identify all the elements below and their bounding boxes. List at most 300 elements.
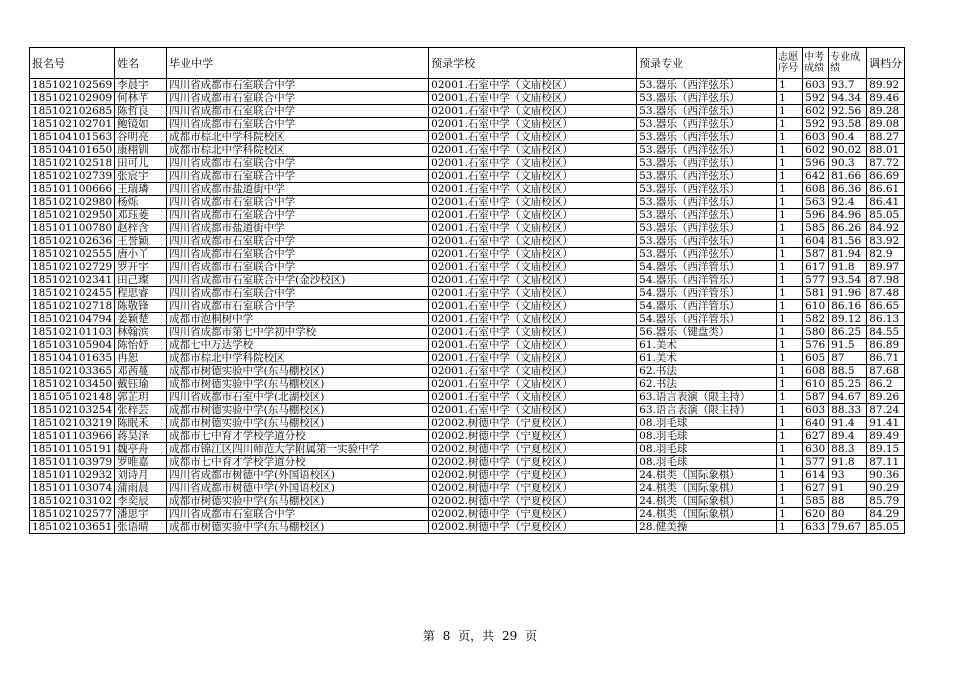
cell-reg-no: 185102103254 [30, 404, 115, 417]
cell-major: 63.语言表演（限主持） [637, 404, 777, 417]
cell-major-score: 88 [829, 495, 867, 508]
cell-major-score: 86.26 [829, 222, 867, 235]
cell-target-school: 02001.石室中学（文庙校区） [429, 209, 637, 222]
table-row [30, 196, 905, 209]
cell-choice: 1 [777, 157, 803, 170]
cell-choice: 1 [777, 170, 803, 183]
cell-reg-no: 185102102341 [30, 274, 115, 287]
cell-exam-score: 604 [803, 235, 829, 248]
cell-school: 四川省成都市石室联合中学 [167, 248, 429, 261]
header-row [30, 48, 905, 79]
cell-target-school: 02001.石室中学（文庙校区） [429, 157, 637, 170]
col-header-final-score: 调档分 [867, 48, 905, 79]
cell-major-score: 91.8 [829, 261, 867, 274]
cell-school: 成都市棕北中学科院校区 [167, 144, 429, 157]
table-row [30, 404, 905, 417]
table-row [30, 144, 905, 157]
cell-choice: 1 [777, 92, 803, 105]
cell-major-score: 90.4 [829, 131, 867, 144]
cell-target-school: 02002.树德中学（宁夏校区） [429, 495, 637, 508]
cell-final-score: 89.46 [867, 92, 905, 105]
cell-name: 郭芷玥 [115, 391, 167, 404]
cell-final-score: 87.72 [867, 157, 905, 170]
table-row [30, 508, 905, 521]
cell-exam-score: 602 [803, 105, 829, 118]
cell-choice: 1 [777, 248, 803, 261]
cell-reg-no: 185101102932 [30, 469, 115, 482]
cell-major-score: 91.96 [829, 287, 867, 300]
cell-major: 53.器乐（西洋弦乐） [637, 235, 777, 248]
cell-final-score: 84.55 [867, 326, 905, 339]
cell-name: 陈哲良 [115, 105, 167, 118]
cell-major-score: 94.67 [829, 391, 867, 404]
cell-reg-no: 185102102909 [30, 92, 115, 105]
cell-name: 张梓芸 [115, 404, 167, 417]
cell-target-school: 02001.石室中学（文庙校区） [429, 391, 637, 404]
cell-major-score: 89.4 [829, 430, 867, 443]
cell-major: 24.棋类（国际象棋） [637, 495, 777, 508]
table-row [30, 105, 905, 118]
table-row [30, 378, 905, 391]
cell-major: 54.器乐（西洋管乐） [637, 300, 777, 313]
cell-major-score: 93.54 [829, 274, 867, 287]
cell-school: 四川省成都市石室中学(北湖校区) [167, 391, 429, 404]
cell-reg-no: 185102102718 [30, 300, 115, 313]
cell-school: 成都市树德实验中学(东马棚校区) [167, 378, 429, 391]
table-row [30, 469, 905, 482]
cell-exam-score: 592 [803, 92, 829, 105]
table-row [30, 287, 905, 300]
cell-reg-no: 185101100780 [30, 222, 115, 235]
cell-major-score: 79.67 [829, 521, 867, 534]
cell-exam-score: 620 [803, 508, 829, 521]
cell-target-school: 02002.树德中学（宁夏校区） [429, 456, 637, 469]
cell-exam-score: 577 [803, 274, 829, 287]
cell-final-score: 82.9 [867, 248, 905, 261]
cell-exam-score: 642 [803, 170, 829, 183]
cell-reg-no: 185102102685 [30, 105, 115, 118]
cell-name: 谷明亮 [115, 131, 167, 144]
cell-reg-no: 185102102455 [30, 287, 115, 300]
cell-target-school: 02002.树德中学（宁夏校区） [429, 417, 637, 430]
cell-final-score: 87.24 [867, 404, 905, 417]
cell-reg-no: 185101103966 [30, 430, 115, 443]
cell-final-score: 90.29 [867, 482, 905, 495]
cell-choice: 1 [777, 209, 803, 222]
cell-target-school: 02001.石室中学（文庙校区） [429, 183, 637, 196]
col-header-major: 预录专业 [637, 48, 777, 79]
table-row [30, 79, 905, 92]
cell-name: 陈敬锋 [115, 300, 167, 313]
cell-final-score: 89.28 [867, 105, 905, 118]
table-row [30, 417, 905, 430]
cell-school: 四川省成都市盐道街中学 [167, 183, 429, 196]
table-row [30, 391, 905, 404]
cell-major-score: 91 [829, 482, 867, 495]
cell-major: 54.器乐（西洋管乐） [637, 287, 777, 300]
cell-school: 成都市七中育才学校学道分校 [167, 430, 429, 443]
cell-choice: 1 [777, 352, 803, 365]
cell-name: 冉恕 [115, 352, 167, 365]
cell-major: 54.器乐（西洋管乐） [637, 274, 777, 287]
cell-exam-score: 610 [803, 378, 829, 391]
cell-major: 54.器乐（西洋管乐） [637, 261, 777, 274]
cell-choice: 1 [777, 443, 803, 456]
cell-target-school: 02001.石室中学（文庙校区） [429, 196, 637, 209]
cell-reg-no: 185102103365 [30, 365, 115, 378]
cell-reg-no: 185102102701 [30, 118, 115, 131]
cell-choice: 1 [777, 131, 803, 144]
cell-final-score: 88.27 [867, 131, 905, 144]
cell-major-score: 92.56 [829, 105, 867, 118]
cell-choice: 1 [777, 183, 803, 196]
cell-exam-score: 577 [803, 456, 829, 469]
cell-final-score: 86.89 [867, 339, 905, 352]
cell-major: 24.棋类（国际象棋） [637, 482, 777, 495]
cell-exam-score: 596 [803, 157, 829, 170]
table-row [30, 430, 905, 443]
cell-reg-no: 185102103450 [30, 378, 115, 391]
cell-exam-score: 585 [803, 495, 829, 508]
cell-target-school: 02001.石室中学（文庙校区） [429, 170, 637, 183]
cell-target-school: 02001.石室中学（文庙校区） [429, 352, 637, 365]
footer-mid: 页，共 [458, 629, 495, 643]
cell-name: 刘诗月 [115, 469, 167, 482]
cell-target-school: 02001.石室中学（文庙校区） [429, 118, 637, 131]
cell-choice: 1 [777, 235, 803, 248]
cell-school: 四川省成都市第七中学初中学校 [167, 326, 429, 339]
cell-final-score: 87.48 [867, 287, 905, 300]
cell-major: 53.器乐（西洋弦乐） [637, 92, 777, 105]
cell-major-score: 88.3 [829, 443, 867, 456]
cell-target-school: 02002.树德中学（宁夏校区） [429, 469, 637, 482]
cell-choice: 1 [777, 469, 803, 482]
cell-name: 戴钰瑜 [115, 378, 167, 391]
cell-name: 蒋昊泽 [115, 430, 167, 443]
cell-major: 53.器乐（西洋弦乐） [637, 157, 777, 170]
cell-school: 成都七中万达学校 [167, 339, 429, 352]
cell-school: 成都市树德实验中学(东马棚校区) [167, 404, 429, 417]
cell-major: 53.器乐（西洋弦乐） [637, 248, 777, 261]
cell-final-score: 90.36 [867, 469, 905, 482]
cell-school: 四川省成都市石室联合中学 [167, 235, 429, 248]
cell-target-school: 02001.石室中学（文庙校区） [429, 105, 637, 118]
cell-choice: 1 [777, 326, 803, 339]
cell-target-school: 02002.树德中学（宁夏校区） [429, 443, 637, 456]
table-row [30, 300, 905, 313]
cell-final-score: 85.05 [867, 209, 905, 222]
cell-school: 四川省成都市石室联合中学 [167, 287, 429, 300]
cell-exam-score: 596 [803, 209, 829, 222]
table-row [30, 443, 905, 456]
cell-school: 成都市树德实验中学(东马棚校区) [167, 521, 429, 534]
cell-major: 61.美术 [637, 339, 777, 352]
cell-reg-no: 185102102950 [30, 209, 115, 222]
cell-school: 成都市树德实验中学(东马棚校区) [167, 495, 429, 508]
cell-major-score: 88.5 [829, 365, 867, 378]
cell-target-school: 02001.石室中学（文庙校区） [429, 248, 637, 261]
cell-major: 53.器乐（西洋弦乐） [637, 196, 777, 209]
cell-name: 陈眠禾 [115, 417, 167, 430]
cell-major-score: 90.02 [829, 144, 867, 157]
cell-major-score: 81.56 [829, 235, 867, 248]
cell-final-score: 89.49 [867, 430, 905, 443]
cell-name: 李晨宇 [115, 79, 167, 92]
cell-reg-no: 185102102739 [30, 170, 115, 183]
cell-exam-score: 585 [803, 222, 829, 235]
cell-reg-no: 185102102518 [30, 157, 115, 170]
cell-exam-score: 563 [803, 196, 829, 209]
cell-major: 53.器乐（西洋弦乐） [637, 144, 777, 157]
cell-name: 张语晴 [115, 521, 167, 534]
cell-exam-score: 602 [803, 144, 829, 157]
cell-major: 54.器乐（西洋管乐） [637, 313, 777, 326]
cell-reg-no: 185101103979 [30, 456, 115, 469]
cell-final-score: 84.92 [867, 222, 905, 235]
cell-major: 53.器乐（西洋弦乐） [637, 170, 777, 183]
table-row [30, 365, 905, 378]
cell-major: 53.器乐（西洋弦乐） [637, 222, 777, 235]
cell-target-school: 02001.石室中学（文庙校区） [429, 326, 637, 339]
cell-major: 08.羽毛球 [637, 417, 777, 430]
cell-exam-score: 587 [803, 248, 829, 261]
cell-major: 53.器乐（西洋弦乐） [637, 209, 777, 222]
table-row [30, 274, 905, 287]
cell-major-score: 89.12 [829, 313, 867, 326]
table-row [30, 326, 905, 339]
cell-reg-no: 185102102577 [30, 508, 115, 521]
cell-target-school: 02001.石室中学（文庙校区） [429, 92, 637, 105]
cell-major: 53.器乐（西洋弦乐） [637, 183, 777, 196]
footer-suffix: 页 [525, 629, 538, 643]
cell-target-school: 02001.石室中学（文庙校区） [429, 131, 637, 144]
cell-final-score: 91.41 [867, 417, 905, 430]
cell-exam-score: 610 [803, 300, 829, 313]
cell-major: 08.羽毛球 [637, 430, 777, 443]
cell-school: 四川省成都市盐道街中学 [167, 222, 429, 235]
cell-name: 王瑞璘 [115, 183, 167, 196]
cell-name: 陈怡妤 [115, 339, 167, 352]
cell-school: 成都市泡桐树中学 [167, 313, 429, 326]
cell-target-school: 02001.石室中学（文庙校区） [429, 261, 637, 274]
cell-school: 成都市七中育才学校学道分校 [167, 456, 429, 469]
cell-name: 王誉颖 [115, 235, 167, 248]
cell-choice: 1 [777, 300, 803, 313]
cell-choice: 1 [777, 118, 803, 131]
table-row [30, 313, 905, 326]
table-row [30, 222, 905, 235]
cell-choice: 1 [777, 274, 803, 287]
cell-major-score: 86.25 [829, 326, 867, 339]
cell-reg-no: 185102103651 [30, 521, 115, 534]
cell-choice: 1 [777, 339, 803, 352]
cell-final-score: 86.41 [867, 196, 905, 209]
cell-school: 成都市树德实验中学(东马棚校区) [167, 365, 429, 378]
table-row [30, 118, 905, 131]
cell-final-score: 87.68 [867, 365, 905, 378]
cell-major-score: 91.5 [829, 339, 867, 352]
cell-major-score: 81.94 [829, 248, 867, 261]
cell-final-score: 85.79 [867, 495, 905, 508]
cell-major-score: 93.58 [829, 118, 867, 131]
cell-choice: 1 [777, 261, 803, 274]
cell-exam-score: 581 [803, 287, 829, 300]
cell-school: 成都市棕北中学科院校区 [167, 352, 429, 365]
cell-reg-no: 185102102636 [30, 235, 115, 248]
cell-choice: 1 [777, 495, 803, 508]
cell-choice: 1 [777, 222, 803, 235]
table-row [30, 183, 905, 196]
cell-reg-no: 185102102555 [30, 248, 115, 261]
cell-final-score: 86.65 [867, 300, 905, 313]
cell-reg-no: 185105102148 [30, 391, 115, 404]
cell-final-score: 85.05 [867, 521, 905, 534]
cell-major-score: 87 [829, 352, 867, 365]
cell-major-score: 81.66 [829, 170, 867, 183]
cell-exam-score: 587 [803, 391, 829, 404]
cell-major-score: 93 [829, 469, 867, 482]
cell-name: 姜颖楚 [115, 313, 167, 326]
cell-target-school: 02001.石室中学（文庙校区） [429, 378, 637, 391]
cell-final-score: 84.29 [867, 508, 905, 521]
cell-exam-score: 640 [803, 417, 829, 430]
cell-exam-score: 580 [803, 326, 829, 339]
cell-target-school: 02001.石室中学（文庙校区） [429, 79, 637, 92]
cell-name: 程思睿 [115, 287, 167, 300]
cell-target-school: 02001.石室中学（文庙校区） [429, 404, 637, 417]
cell-reg-no: 185102102980 [30, 196, 115, 209]
cell-final-score: 89.97 [867, 261, 905, 274]
cell-choice: 1 [777, 482, 803, 495]
cell-name: 魏亭舟 [115, 443, 167, 456]
cell-major: 24.棋类（国际象棋） [637, 469, 777, 482]
cell-exam-score: 603 [803, 131, 829, 144]
table-row [30, 495, 905, 508]
cell-exam-score: 603 [803, 404, 829, 417]
cell-school: 成都市树德实验中学(东马棚校区) [167, 417, 429, 430]
cell-school: 四川省成都市石室联合中学 [167, 261, 429, 274]
cell-name: 蒲雨晨 [115, 482, 167, 495]
table-row [30, 170, 905, 183]
col-header-name: 姓名 [115, 48, 167, 79]
cell-major: 53.器乐（西洋弦乐） [637, 131, 777, 144]
table-row [30, 261, 905, 274]
cell-major-score: 80 [829, 508, 867, 521]
cell-major-score: 84.96 [829, 209, 867, 222]
cell-exam-score: 603 [803, 79, 829, 92]
footer-prefix: 第 [422, 629, 435, 643]
cell-major: 56.器乐（键盘类） [637, 326, 777, 339]
cell-reg-no: 185104101650 [30, 144, 115, 157]
cell-choice: 1 [777, 287, 803, 300]
cell-major: 53.器乐（西洋弦乐） [637, 105, 777, 118]
cell-reg-no: 185101105191 [30, 443, 115, 456]
cell-reg-no: 185102103102 [30, 495, 115, 508]
cell-school: 成都市锦江区四川师范大学附属第一实验中学 [167, 443, 429, 456]
cell-major: 62.书法 [637, 365, 777, 378]
cell-final-score: 83.92 [867, 235, 905, 248]
cell-target-school: 02002.树德中学（宁夏校区） [429, 482, 637, 495]
cell-major-score: 88.33 [829, 404, 867, 417]
cell-target-school: 02001.石室中学（文庙校区） [429, 313, 637, 326]
cell-final-score: 86.69 [867, 170, 905, 183]
cell-target-school: 02001.石室中学（文庙校区） [429, 144, 637, 157]
cell-choice: 1 [777, 521, 803, 534]
cell-reg-no: 185104101635 [30, 352, 115, 365]
cell-final-score: 89.26 [867, 391, 905, 404]
cell-exam-score: 608 [803, 365, 829, 378]
cell-major: 08.羽毛球 [637, 443, 777, 456]
cell-school: 四川省成都市石室联合中学 [167, 92, 429, 105]
cell-choice: 1 [777, 508, 803, 521]
cell-choice: 1 [777, 456, 803, 469]
cell-choice: 1 [777, 313, 803, 326]
cell-major: 63.语言表演（限主持） [637, 391, 777, 404]
cell-exam-score: 627 [803, 482, 829, 495]
cell-final-score: 86.71 [867, 352, 905, 365]
cell-target-school: 02002.树德中学（宁夏校区） [429, 521, 637, 534]
cell-school: 四川省成都市石室联合中学 [167, 196, 429, 209]
cell-school: 四川省成都市石室联合中学 [167, 300, 429, 313]
table-row [30, 339, 905, 352]
col-header-school: 毕业中学 [167, 48, 429, 79]
cell-school: 四川省成都市石室联合中学 [167, 209, 429, 222]
cell-exam-score: 627 [803, 430, 829, 443]
cell-choice: 1 [777, 430, 803, 443]
cell-exam-score: 617 [803, 261, 829, 274]
footer-total-pages: 29 [502, 629, 518, 643]
cell-reg-no: 185101100666 [30, 183, 115, 196]
cell-exam-score: 582 [803, 313, 829, 326]
table-row [30, 248, 905, 261]
cell-choice: 1 [777, 404, 803, 417]
cell-target-school: 02001.石室中学（文庙校区） [429, 339, 637, 352]
cell-name: 林翰滨 [115, 326, 167, 339]
cell-choice: 1 [777, 417, 803, 430]
cell-final-score: 89.15 [867, 443, 905, 456]
cell-major-score: 93.7 [829, 79, 867, 92]
cell-reg-no: 185102104794 [30, 313, 115, 326]
cell-exam-score: 608 [803, 183, 829, 196]
cell-final-score: 87.11 [867, 456, 905, 469]
table-row [30, 209, 905, 222]
table-row [30, 352, 905, 365]
col-header-exam-score: 中考成绩 [803, 48, 829, 79]
cell-name: 邓茜蔓 [115, 365, 167, 378]
cell-name: 田可儿 [115, 157, 167, 170]
cell-target-school: 02001.石室中学（文庙校区） [429, 300, 637, 313]
cell-target-school: 02001.石室中学（文庙校区） [429, 274, 637, 287]
cell-reg-no: 185102102569 [30, 79, 115, 92]
cell-target-school: 02001.石室中学（文庙校区） [429, 222, 637, 235]
cell-target-school: 02001.石室中学（文庙校区） [429, 287, 637, 300]
cell-name: 张宸宇 [115, 170, 167, 183]
admission-table [29, 47, 905, 534]
cell-major: 53.器乐（西洋弦乐） [637, 79, 777, 92]
cell-reg-no: 185103105904 [30, 339, 115, 352]
cell-major-score: 86.36 [829, 183, 867, 196]
cell-major-score: 86.16 [829, 300, 867, 313]
cell-choice: 1 [777, 144, 803, 157]
cell-major: 53.器乐（西洋弦乐） [637, 118, 777, 131]
cell-final-score: 86.61 [867, 183, 905, 196]
cell-name: 潘思宇 [115, 508, 167, 521]
cell-exam-score: 576 [803, 339, 829, 352]
cell-target-school: 02002.树德中学（宁夏校区） [429, 508, 637, 521]
table-row [30, 157, 905, 170]
cell-exam-score: 633 [803, 521, 829, 534]
cell-major: 24.棋类（国际象棋） [637, 508, 777, 521]
